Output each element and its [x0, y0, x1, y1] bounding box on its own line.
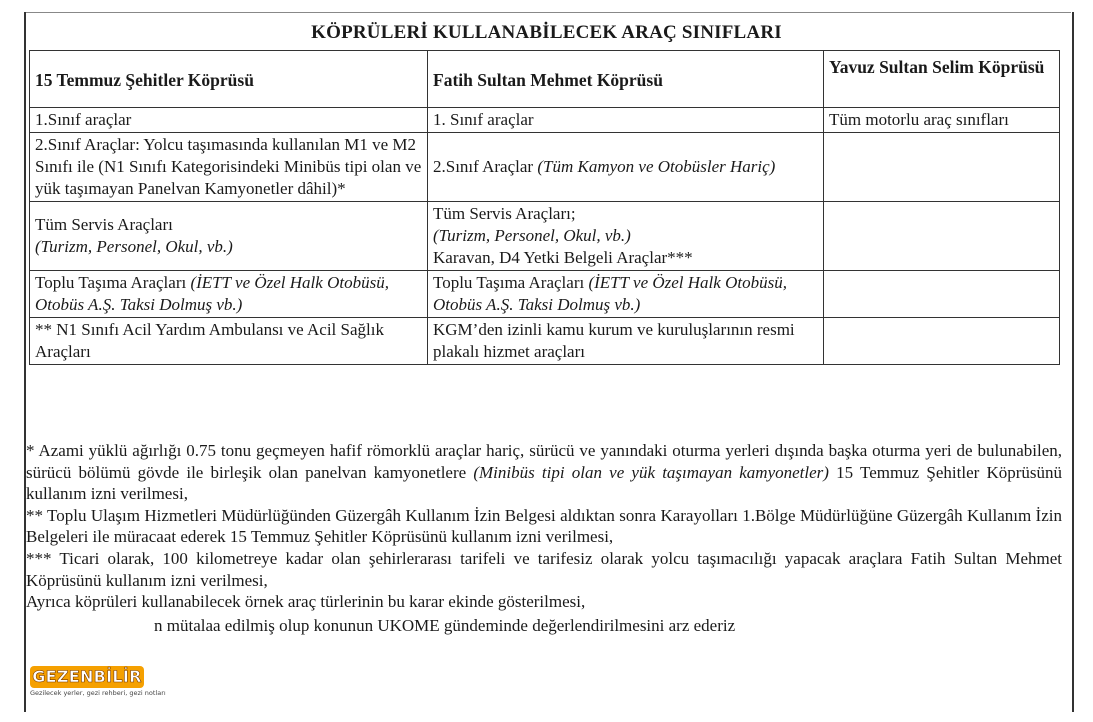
cell-text: Toplu Taşıma Araçları — [35, 273, 191, 292]
cell-italic-text: (İETT ve Özel Halk Otobüsü, Otobüs A.Ş. Taksi Dolmuş vb.) — [35, 273, 389, 314]
cell-text: Toplu Taşıma Araçları — [433, 273, 589, 292]
cell-italic-text: (Tüm Kamyon ve Otobüsler Hariç) — [537, 157, 776, 176]
table-cell — [824, 202, 1060, 271]
document-title: KÖPRÜLERİ KULLANABİLECEK ARAÇ SINIFLARI — [311, 22, 782, 43]
column-header-15-temmuz: 15 Temmuz Şehitler Köprüsü — [30, 51, 428, 108]
table-cell — [824, 271, 1060, 318]
table-cell — [30, 202, 428, 271]
cell-italic-text: (Turizm, Personel, Okul, vb.) — [35, 237, 233, 256]
table-cell — [824, 133, 1060, 202]
cell-text: Tüm Servis Araçları — [35, 215, 173, 234]
table-cell: Tüm motorlu araç sınıfları — [824, 108, 1060, 133]
footnote-4: Ayrıca köprüleri kullanabilecek örnek araç türlerinin bu karar ekinde gösterilmesi, — [26, 592, 586, 612]
cell-text: Tüm Servis Araçları; — [433, 204, 576, 223]
table-row — [30, 133, 1060, 202]
footnote-text: 15 Temmuz Şehitler Köprüsünü kullanım izni verilmesi, — [26, 462, 1063, 504]
table-cell — [428, 202, 824, 271]
table-row — [30, 271, 1060, 318]
footnote-1 — [26, 440, 1062, 505]
column-header-fatih-sultan-mehmet: Fatih Sultan Mehmet Köprüsü — [428, 51, 824, 108]
table-cell: 1.Sınıf araçlar — [30, 108, 428, 133]
closing-sentence: n mütalaa edilmiş olup konunun UKOME gündeminde değerlendirilmesini arz ederiz — [154, 615, 736, 635]
footnote-text: * Azami yüklü ağırlığı 0.75 tonu geçmeyen hafif römorklü araçlar hariç, sürücü ve yanındaki oturma yerleri dışında başka oturma yeri de bulunabilen, sürücü bölümü gövde ile birleşik olan panelvan kamyonetlere — [26, 441, 1062, 482]
footnote-3: *** Ticari olarak, 100 kilometreye kadar olan şehirlerarası tarifeli ve tarifesiz olarak yolcu taşımacılığı yapacak araçlara Fatih Sultan Mehmet Köprüsünü kullanım izni verilmesi, — [26, 548, 1062, 590]
table-cell: 2.Sınıf Araçlar: Yolcu taşımasında kullanılan M1 ve M2 Sınıfı ile (N1 Sınıfı Kategorisindeki Minibüs tipi olan ve yük taşımayan Panelvan Kamyonetler dâhil)* — [30, 133, 428, 202]
table-header-row — [30, 51, 1060, 108]
table-row — [30, 108, 1060, 133]
footnote-2: ** Toplu Ulaşım Hizmetleri Müdürlüğünden Güzergâh Kullanım İzin Belgesi aldıktan sonra Karayolları 1.Bölge Müdürlüğüne Güzergâh Kullanım İzin Belgeleri ile müracaat ederek 15 Temmuz Şehitler Köprüsünü kullanım izni verilmesi, — [26, 505, 1062, 547]
column-header-yavuz-sultan-selim: Yavuz Sultan Selim Köprüsü — [824, 51, 1060, 108]
bridge-vehicle-table — [29, 50, 1060, 365]
footnotes — [26, 440, 1062, 636]
table-cell — [428, 133, 824, 202]
footnote-italic-text: (Minibüs tipi olan ve yük taşımayan kamyonetler) — [473, 462, 829, 482]
cell-text: Karavan, D4 Yetki Belgeli Araçlar*** — [433, 248, 693, 267]
cell-italic-text: (Turizm, Personel, Okul, vb.) — [433, 226, 631, 245]
table-cell — [428, 271, 824, 318]
table-row — [30, 202, 1060, 271]
table-cell: 1. Sınıf araçlar — [428, 108, 824, 133]
table-cell — [30, 271, 428, 318]
cell-italic-text: (İETT ve Özel Halk Otobüsü, Otobüs A.Ş. Taksi Dolmuş vb.) — [433, 273, 787, 314]
watermark-brand: GEZENBİLİR — [30, 666, 144, 688]
table-cell — [824, 318, 1060, 365]
watermark-tagline: Gezilecek yerler, gezi rehberi, gezi notları — [30, 689, 166, 697]
table-row — [30, 318, 1060, 365]
table-cell: KGM’den izinli kamu kurum ve kuruluşlarının resmi plakalı hizmet araçları — [428, 318, 824, 365]
watermark-logo — [30, 666, 166, 700]
table-cell: ** N1 Sınıfı Acil Yardım Ambulansı ve Acil Sağlık Araçları — [30, 318, 428, 365]
cell-text: 2.Sınıf Araçlar — [433, 157, 538, 176]
